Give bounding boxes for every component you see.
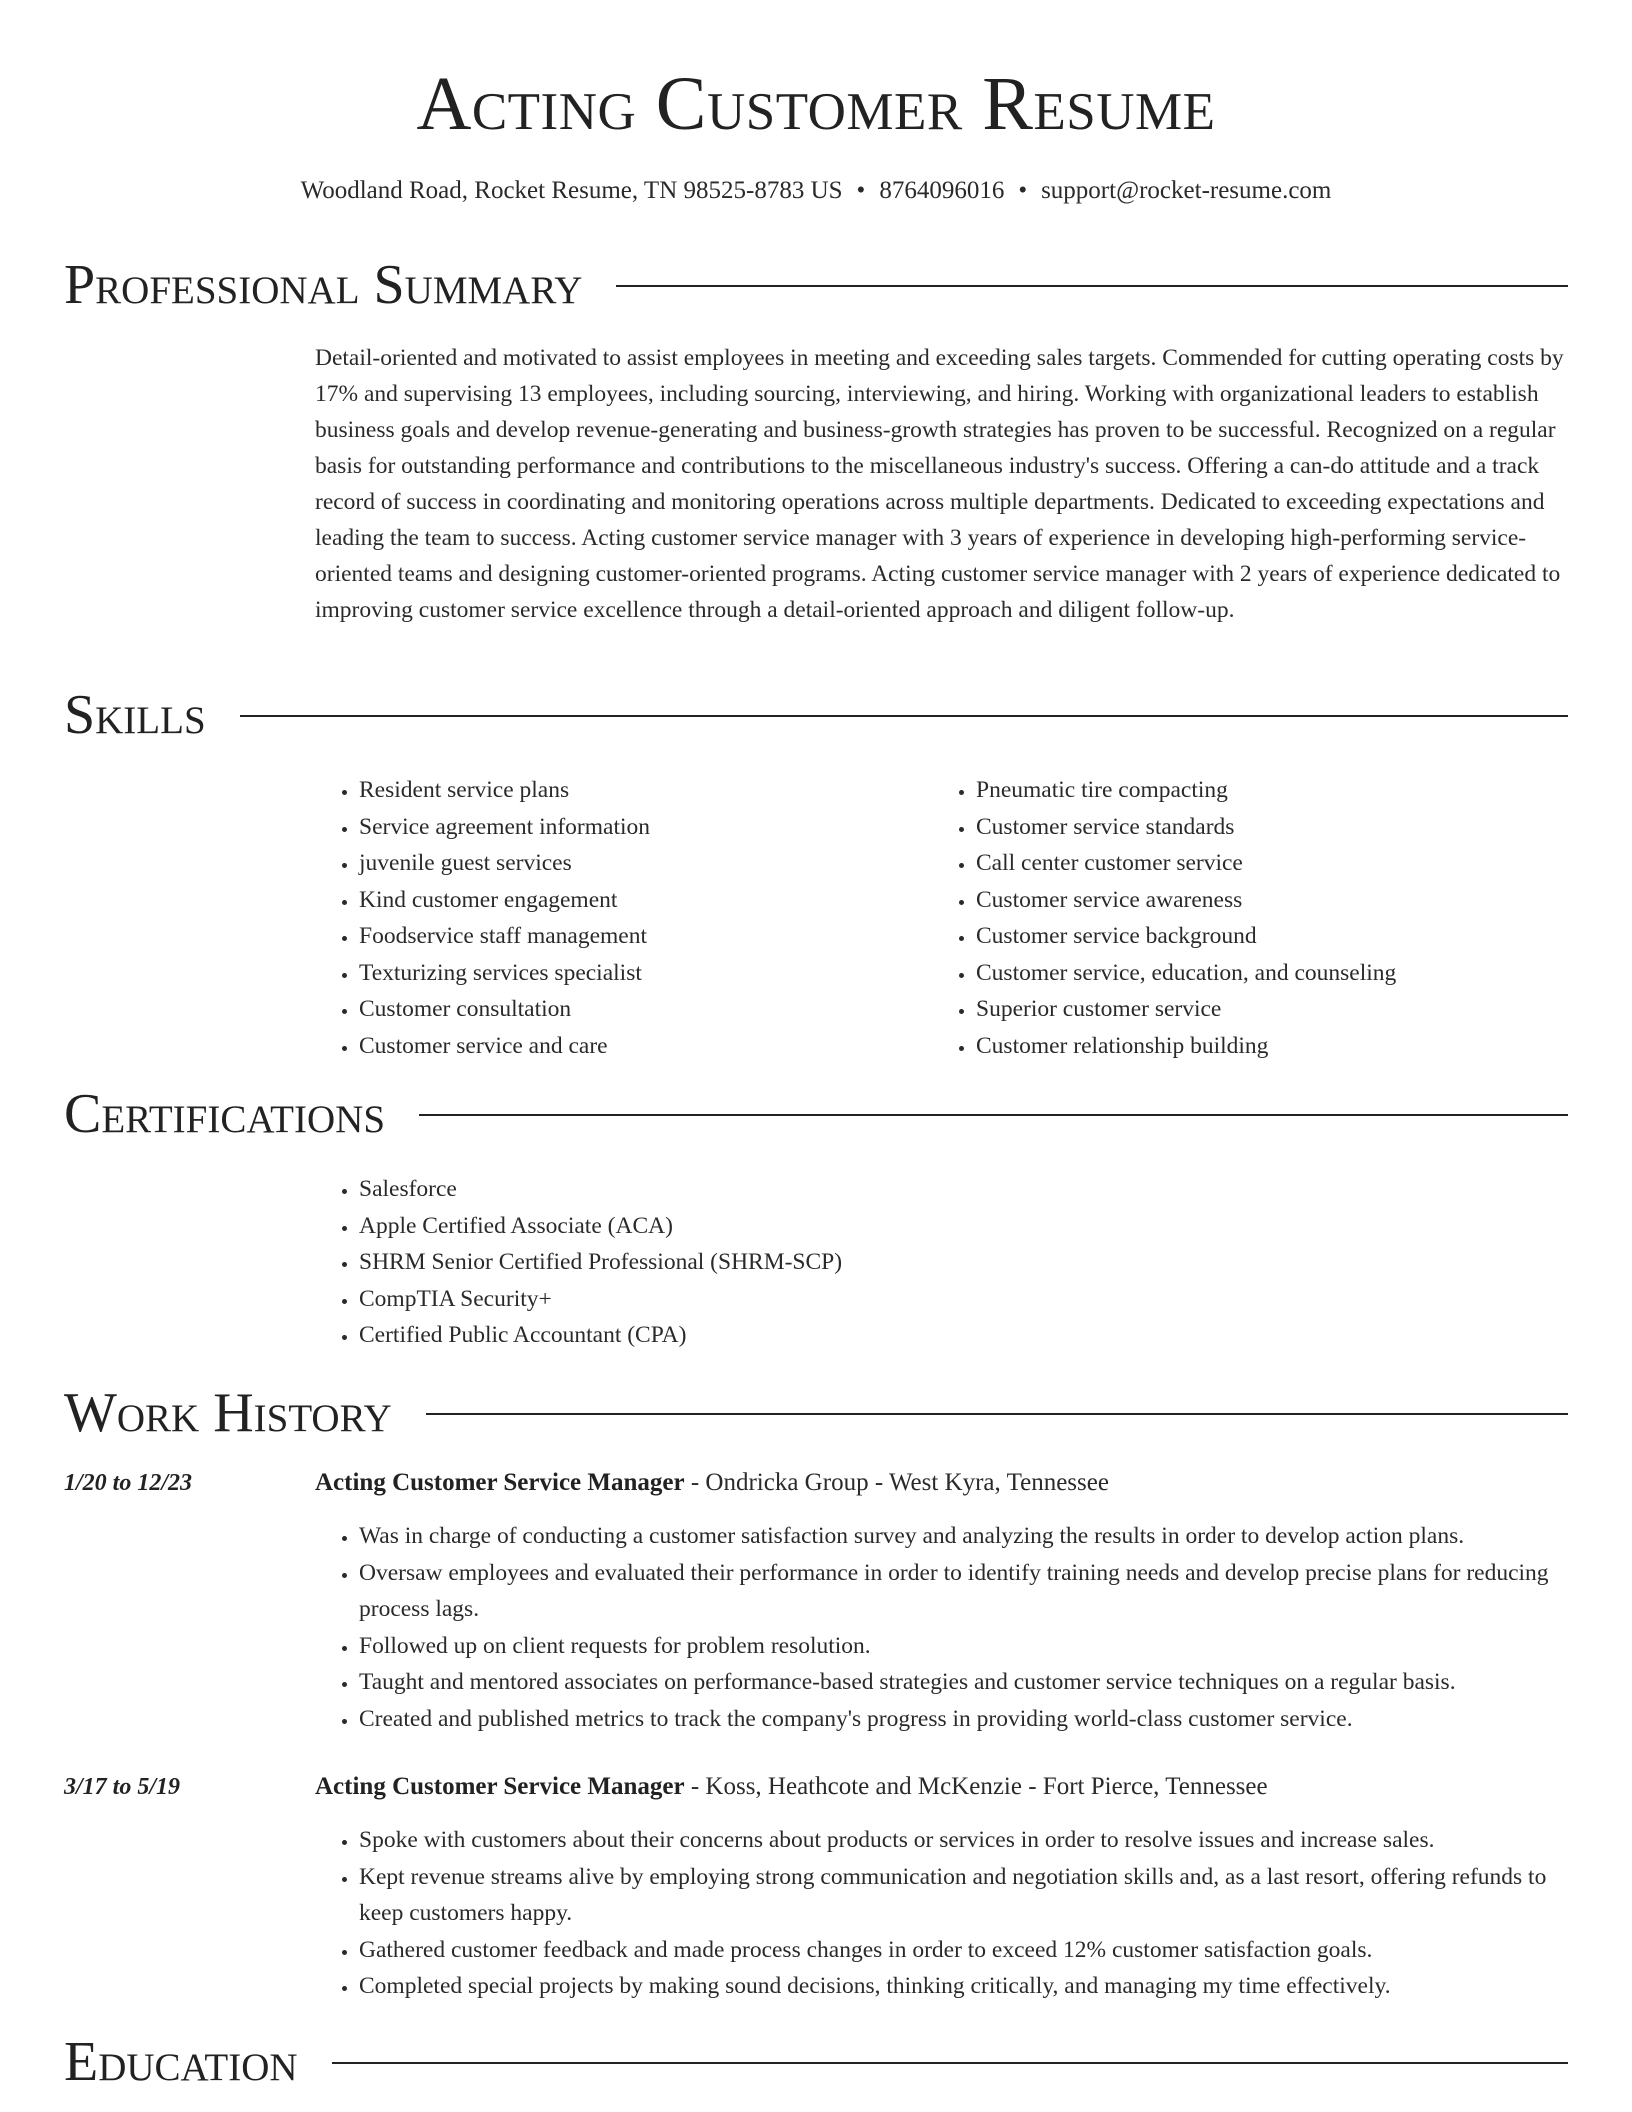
section-divider	[616, 285, 1568, 287]
certification-item: • Apple Certified Associate (ACA)	[359, 1208, 1315, 1245]
skill-item: • Pneumatic tire compacting	[976, 772, 1572, 809]
skill-item: • Kind customer engagement	[359, 882, 915, 919]
section-divider	[426, 1413, 1568, 1415]
job-heading	[315, 1466, 1571, 1500]
contact-phone: 8764096016	[879, 177, 1005, 204]
job-duties-list	[315, 1822, 1571, 2005]
certifications-list	[315, 1171, 1315, 1354]
skill-item: • Resident service plans	[359, 772, 915, 809]
skill-item: • Texturizing services specialist	[359, 955, 915, 992]
skill-item: • juvenile guest services	[359, 845, 915, 882]
contact-address: Woodland Road, Rocket Resume, TN 98525-8783 US	[300, 177, 843, 204]
job-duty-item: • Taught and mentored associates on performance-based strategies and customer service techniques on a regular basis.	[359, 1664, 1571, 1701]
section-heading-certifications	[64, 1079, 1568, 1149]
certification-item: • Salesforce	[359, 1171, 1315, 1208]
job-duty-item: • Followed up on client requests for problem resolution.	[359, 1628, 1571, 1665]
contact-separator: •	[856, 177, 866, 204]
section-title: Education	[64, 2031, 298, 2093]
section-title: Skills	[64, 684, 206, 746]
skill-item: • Call center customer service	[976, 845, 1572, 882]
section-heading-skills	[64, 680, 1568, 750]
job-duty-item: • Kept revenue streams alive by employing strong communication and negotiation skills and, as a last resort, offering refunds to keep customers happy.	[359, 1859, 1571, 1932]
section-divider	[332, 2062, 1568, 2064]
job-dates: 1/20 to 12/23	[64, 1470, 193, 1496]
job-company-location: - Koss, Heathcote and McKenzie - Fort Pierce, Tennessee	[684, 1773, 1268, 1800]
skill-item: • Superior customer service	[976, 991, 1572, 1028]
skill-item: • Foodservice staff management	[359, 918, 915, 955]
resume-title: Acting Customer Resume	[416, 62, 1216, 146]
job-company-location: - Ondricka Group - West Kyra, Tennessee	[684, 1469, 1109, 1496]
job-duty-item: • Completed special projects by making sound decisions, thinking critically, and managing my time effectively.	[359, 1968, 1571, 2005]
section-heading-summary	[64, 250, 1568, 320]
contact-email: support@rocket-resume.com	[1041, 177, 1332, 204]
section-heading-education	[64, 2027, 1568, 2097]
summary-text: Detail-oriented and motivated to assist employees in meeting and exceeding sales targets. Commended for cutting operating costs by 17% and supervising 13 employees, including sourcing, interviewing, and hiring. Working with organizational leaders to establish business goals and develop revenue-generating and business-growth strategies has proven to be successful. Recognized on a regular basis for outstanding performance and contributions to the miscellaneous industry's success. Offering a can-do attitude and a track record of success in coordinating and monitoring operations across multiple departments. Dedicated to exceeding expectations and leading the team to success. Acting customer service manager with 3 years of experience in developing high-performing service-oriented teams and designing customer-oriented programs. Acting customer service manager with 2 years of experience dedicated to improving customer service excellence through a detail-oriented approach and diligent follow-up.	[315, 345, 1564, 623]
job-duty-item: • Gathered customer feedback and made process changes in order to exceed 12% customer satisfaction goals.	[359, 1932, 1571, 1969]
skill-item: • Customer relationship building	[976, 1028, 1572, 1065]
section-divider	[419, 1114, 1568, 1116]
skills-list-right	[932, 772, 1572, 1064]
section-title: Certifications	[64, 1083, 386, 1145]
section-divider	[240, 715, 1568, 717]
contact-separator: •	[1018, 177, 1028, 204]
skill-item: • Customer consultation	[359, 991, 915, 1028]
certification-item: • CompTIA Security+	[359, 1281, 1315, 1318]
job-duty-item: • Was in charge of conducting a customer satisfaction survey and analyzing the results in order to develop action plans.	[359, 1518, 1571, 1555]
section-title: Work History	[64, 1382, 392, 1444]
section-title: Professional Summary	[64, 254, 583, 316]
job-heading	[315, 1770, 1571, 1804]
job-role: Acting Customer Service Manager	[315, 1773, 685, 1800]
job-duty-item: • Created and published metrics to track the company's progress in providing world-class customer service.	[359, 1701, 1571, 1738]
job-role: Acting Customer Service Manager	[315, 1469, 685, 1496]
skill-item: • Customer service and care	[359, 1028, 915, 1065]
skills-list-left	[315, 772, 915, 1064]
job-duty-item: • Oversaw employees and evaluated their performance in order to identify training needs and develop precise plans for reducing process lags.	[359, 1555, 1571, 1628]
skill-item: • Customer service background	[976, 918, 1572, 955]
job-duty-item: • Spoke with customers about their concerns about products or services in order to resolve issues and increase sales.	[359, 1822, 1571, 1859]
section-heading-work-history	[64, 1378, 1568, 1448]
skill-item: • Customer service, education, and counseling	[976, 955, 1572, 992]
certification-item: • SHRM Senior Certified Professional (SHRM-SCP)	[359, 1244, 1315, 1281]
skill-item: • Service agreement information	[359, 809, 915, 846]
certification-item: • Certified Public Accountant (CPA)	[359, 1317, 1315, 1354]
skill-item: • Customer service awareness	[976, 882, 1572, 919]
job-duties-list	[315, 1518, 1571, 1737]
contact-line	[0, 174, 1632, 208]
job-dates: 3/17 to 5/19	[64, 1774, 181, 1800]
skill-item: • Customer service standards	[976, 809, 1572, 846]
